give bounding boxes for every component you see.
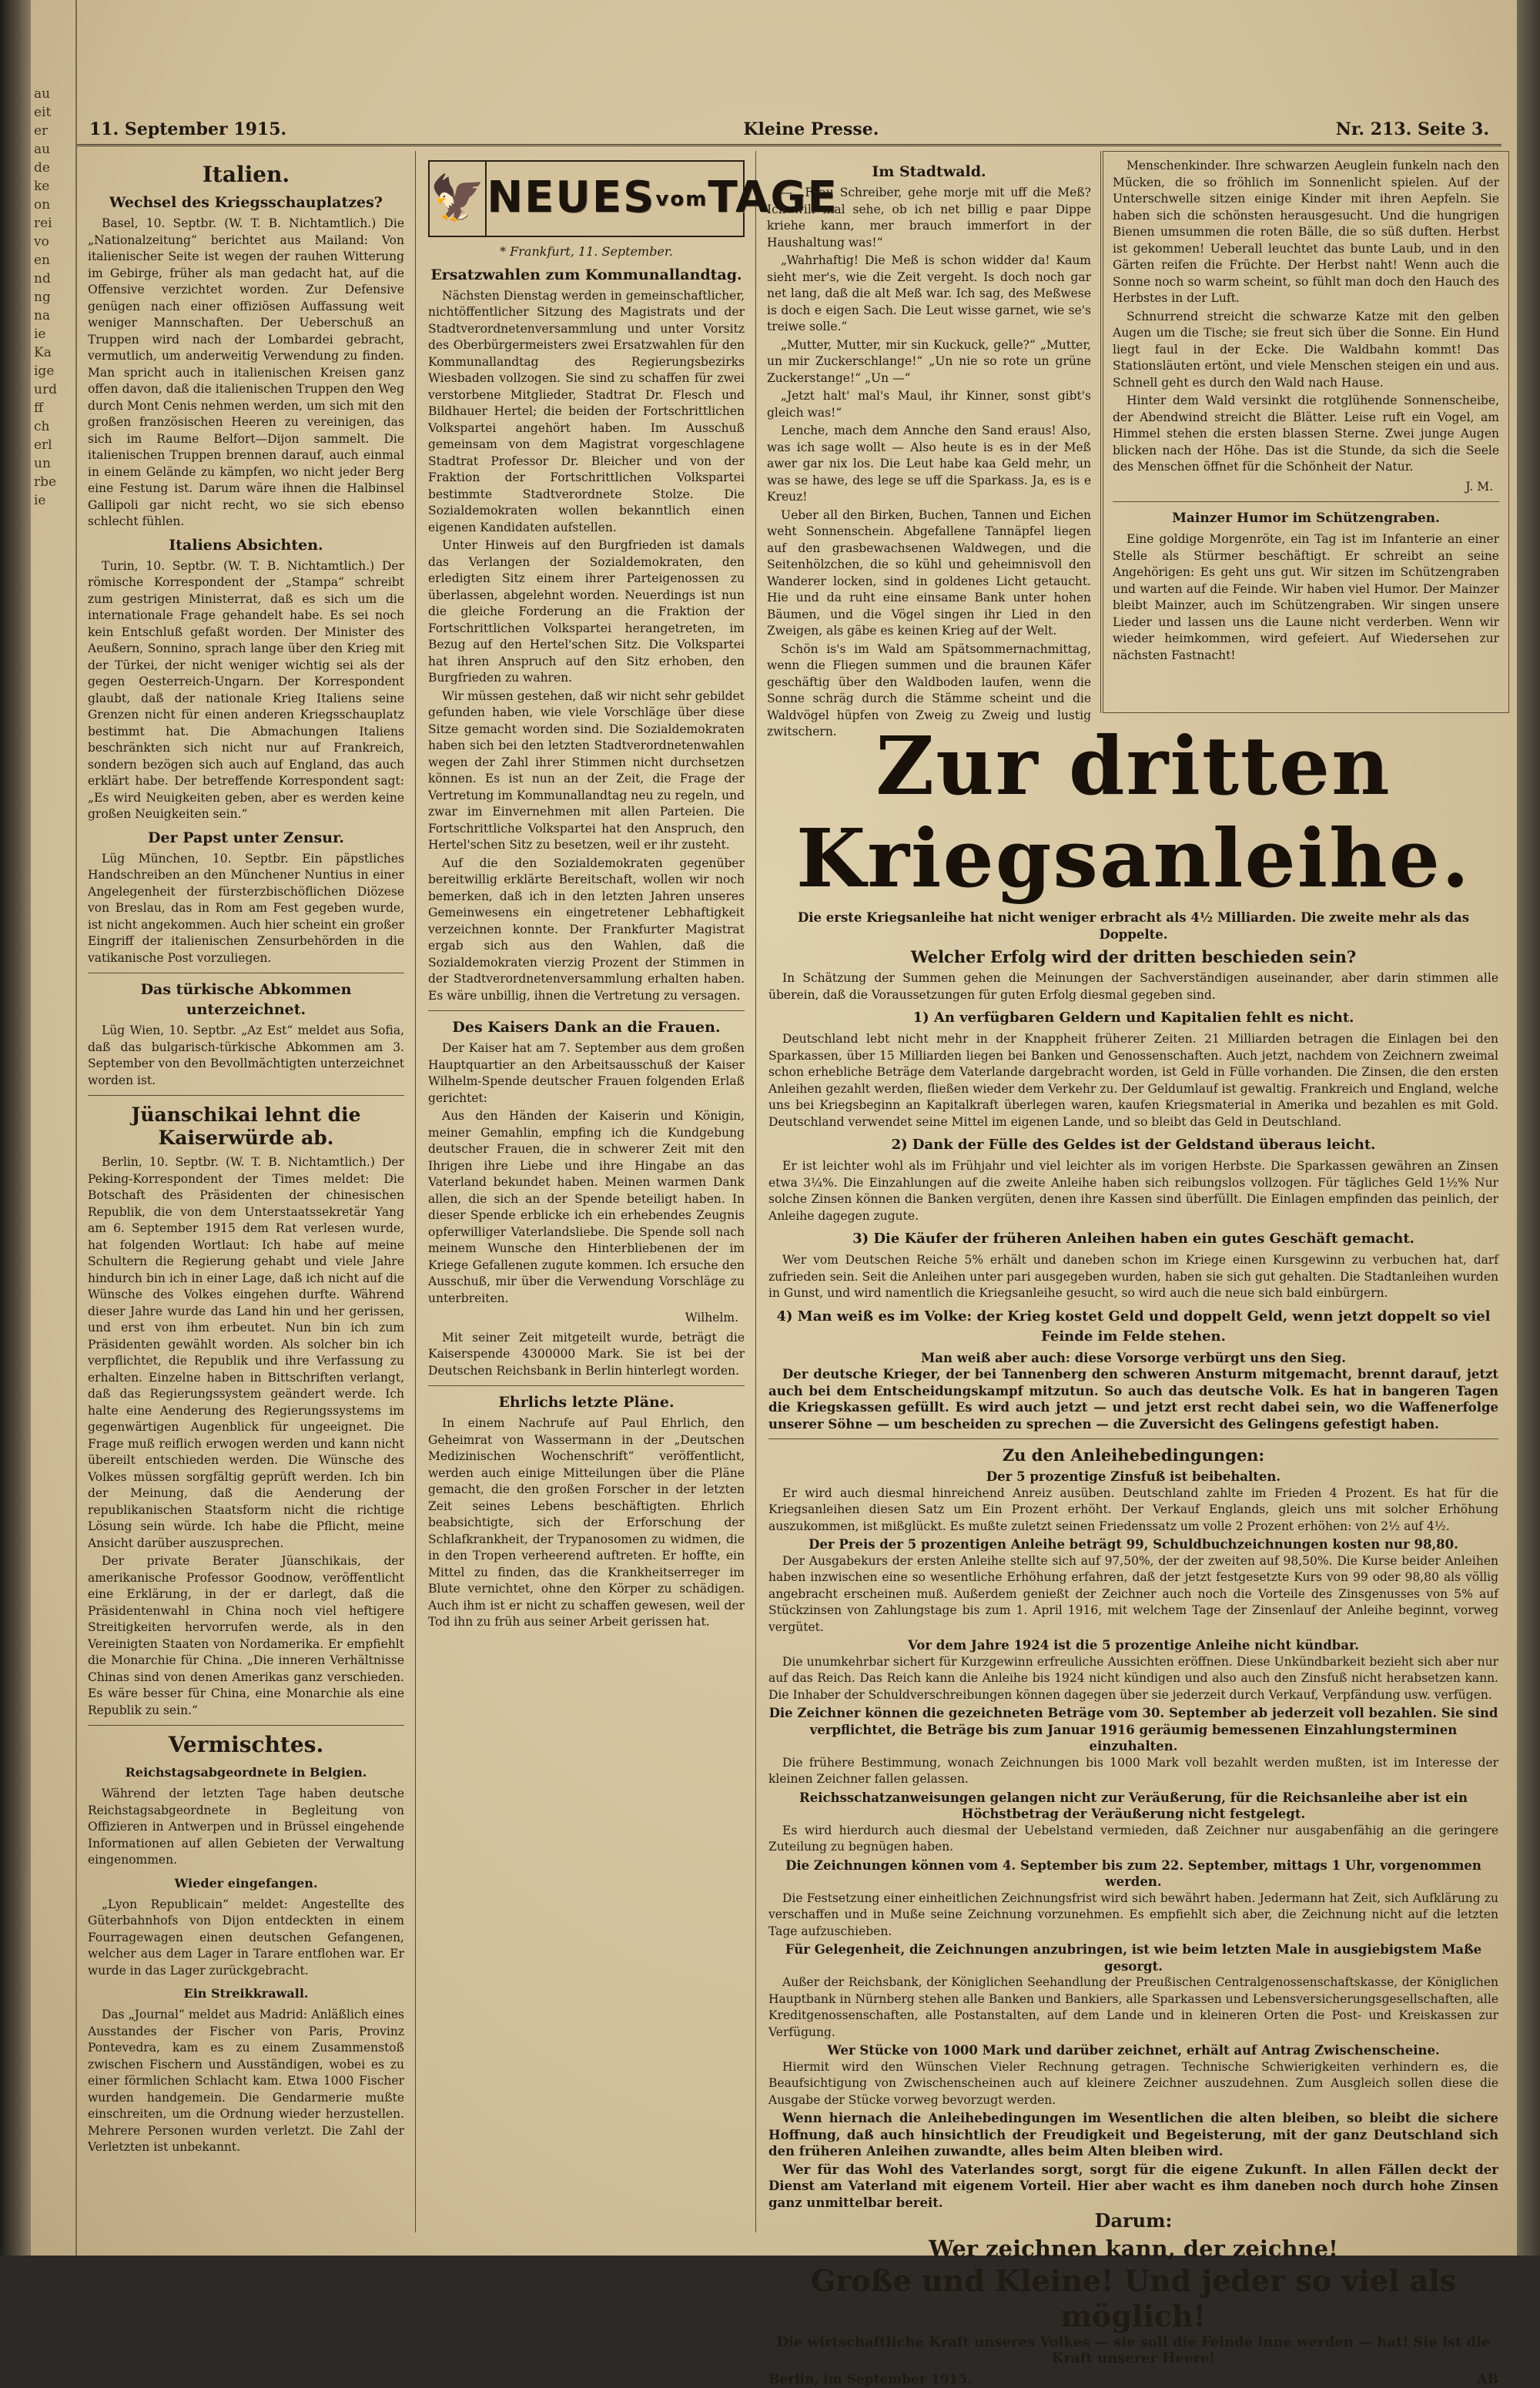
anleihe-paragraph: Die unumkehrbar sichert für Kurzgewinn erfreuliche Aussichten eröffnen. Diese Unkündbarkeit bezieht sich aber nur auf das Reich. Das Reich kann die Anleihe bis 1924 nicht kündigen und also auch den Zinsfuß nicht herabsetzen kann. Die Inhaber der Schuldverschreibungen können dagegen über sie jederzeit durch Verkauf, Verpfändung usw. verfügen. [768,1654,1498,1704]
stadtwald-continued-box [1103,151,1509,713]
bedingung-6: Die Zeichnungen können vom 4. September bis zum 22. September, mittags 1 Uhr, vorgenommen werden. [768,1857,1498,1891]
divider [88,1095,404,1096]
call-great-and-small: Große und Kleine! Und jeder so viel als möglich! [768,2263,1498,2334]
masthead-vom: vom [655,188,708,211]
article-paragraph: Berlin, 10. Septbr. (W. T. B. Nichtamtlich.) Der Peking-Korrespondent der Times meldet: Die Botschaft des Präsidenten der chinesischen Republik, die von dem Unterstaatssekretär Yang am 6. September 1915 dem Rat verlesen wurde, hat folgenden Wortlaut: Ich habe auf meine Schultern die Regierung gehabt und viele Jahre hindurch bin ich in einer Lage, daß ich nicht auf die Wünsche des Volkes eingehen durfte. Während dieser Jahre wurde das Land hin und her gerissen, und erst von ihm erbeutet. Nun bin ich zum Präsidenten gewählt worden. Als solcher bin ich verpflichtet, die Republik und ihre Verfassung zu erhalten. Einzelne haben in Bittschriften verlangt, daß das Regierungssystem geändert werde. Ich halte eine Aenderung des Regierungssystems im gegenwärtigen Augenblick für ungeeignet. Die Frage muß reiflich erwogen werden und kann nicht übereilt entschieden werden. Die Wünsche des Volkes müssen sorgfältig geprüft werden. Ich bin der Meinung, daß die Aenderung der republikanischen Staatsform nicht die richtige Lösung sein würde. Ich habe die Pflicht, meine Ansicht darüber auszusprechen. [88,1154,404,1552]
prev-page-fragment: eit [34,103,72,122]
article-paragraph: „Mutter, Mutter, mir sin Kuckuck, gelle?“ „Mutter, un mir Zuckerschlange!“ „Un nie so rote un grüne Zuckerstange!“ „Un —“ [767,337,1091,387]
book-spine [0,0,31,2256]
prev-page-fragment: ng [34,288,72,306]
headline-yuan: Jüanschikai lehnt die Kaiserwürde ab. [88,1104,404,1150]
prev-page-fragment: na [34,306,72,325]
article-paragraph: Schnurrend streicht die schwarze Katze mit den gelben Augen um die Tische; sie freut sich über die Sonne. Ein Hund liegt faul in der Ecke. Die Waldbahn kommt! Das Stationsläuten ertönt, und viele Menschen steigen ein und aus. Schnell geht es durch den Wald nach Hause. [1113,309,1499,392]
anleihe-paragraph: Deutschland lebt nicht mehr in der Knappheit früherer Zeiten. 21 Milliarden betragen die Einlagen bei den Sparkassen, über 15 Milliarden liegen bei Banken und Genossenschaften. Auch jetzt, nachdem von Zeichnern zweimal schon erhebliche Beträge dem Vaterlande dargebracht worden, ist Geld in Fülle vorhanden. Die Zinsen, die den ersten Anleihen gezahlt werden, fließen wieder dem Verkehr zu. Der Geldumlauf ist gewaltig. Frankreich und England, welche uns bei Kriegsbeginn an Kapitalkraft überlegen waren, kaufen Kriegsmaterial in Amerika und bezahlen es mit Gold. Deutschland verwendet seine Mittel im eigenen Lande, und so bleibt das Geld in Deutschland. [768,1031,1498,1130]
bedingung-8: Wer Stücke von 1000 Mark und darüber zeichnet, erhält auf Antrag Zwischenscheine. [768,2042,1498,2059]
footer-place-date: Berlin, im September 1915. [768,2372,972,2388]
anleihe-closing: Wer für das Wohl des Vaterlandes sorgt, sorgt für die eigene Zukunft. In allen Fällen deckt der Dienst am Vaterland mit eigenem Vorteil. Hier aber wacht es ihm daneben noch durch hohe Zinsen ganz unmittelbar bereit. [768,2162,1498,2212]
header-paper-name: Kleine Presse. [743,119,879,139]
article-paragraph: „Jetzt halt' mal's Maul, ihr Kinner, sonst gibt's gleich was!“ [767,388,1091,421]
prev-page-fragment: on [34,196,72,214]
article-paragraph: Der Kaiser hat am 7. September aus dem großen Hauptquartier an den Arbeitsausschuß der Kaiser Wilhelm-Spende deutscher Frauen folgenden Erlaß gerichtet: [428,1040,745,1107]
article-paragraph: Lenche, mach dem Annche den Sand eraus! Also, was ich sage wollt — Also heute is es in der Meß awer gar nix los. Die Leut habe kaa Geld mehr, un was se hawe, des lege se uff die Sparkass. Ja, es is e Kreuz! [767,423,1091,506]
prev-page-fragment: au [34,85,72,103]
bedingung-3: Vor dem Jahre 1924 ist die 5 prozentige Anleihe nicht kündbar. [768,1637,1498,1654]
article-paragraph: Schön is's im Wald am Spätsommernachmittag, wenn die Fliegen summen und die braunen Käfer geschäftig über den Waldboden laufen, wenn die Sonne schräg durch die Stämme scheint und die Waldvögel hüpfen von Zweig zu Zweig und lustig zwitschern. [767,641,1091,741]
divider [428,1010,745,1011]
subtitle-absichten: Italiens Absichten. [88,535,404,555]
call-to-subscribe: Wer zeichnen kann, der zeichne! [768,2234,1498,2263]
anleihe-paragraph: Er ist leichter wohl als im Frühjahr und viel leichter als im vorigen Herbste. Die Sparkassen gewähren an Zinsen etwa 3¼%. Die Einzahlungen auf die zweite Anleihe haben sich reibungslos vollzogen. Für tägliches Geld 1½% Nur solche Zinsen können die Banken vergüten, denen ihre Kassen sind überfüllt. Die Einlagen empfinden das peinlich, der Anleihe dagegen zugute. [768,1158,1498,1224]
divider [1113,501,1499,502]
article-paragraph: Ueber all den Birken, Buchen, Tannen und Eichen weht Sonnenschein. Abgefallene Tannäpfel liegen auf den grasbewachsenen Waldwegen, und die Seitenhölzchen, die so kühl und geheimnisvoll den Wanderer locken, sind in goldenes Licht getaucht. Hie und da ruht eine einsame Bank unter hohen Bäumen, und die Vögel singen ihr Lied in den Zweigen, als gäbe es keinen Krieg auf der Welt. [767,507,1091,640]
anleihe-paragraph: Der Ausgabekurs der ersten Anleihe stellte sich auf 97,50%, der der zweiten auf 98,50%. Die Kurse beider Anleihen haben inzwischen eine so wesentliche Erhöhung erfahren, daß der jetzt festgesetzte Kurs von 99 oder 98,80 als völlig angebracht erscheinen muß. Außerdem genießt der Zeichner auch noch die Vorteile des Zinsgenusses von 5% auf Stückzinsen von Zahlungstage bis zum 1. April 1916, mit welchem Tage der Zinsenlauf der Anleihe beginnt, vorweg vergütet. [768,1553,1498,1636]
anleihe-footer [768,2372,1498,2388]
anleihe-paragraph: Wer vom Deutschen Reiche 5% erhält und daneben schon im Kriege einen Kursgewinn zu verbuchen hat, darf zufrieden sein. Seit die Anleihen unter pari ausgegeben wurden, haben sie sich gut gehalten. Die Stadtanleihen wurden in Gunst, und wird namentlich die Kriegsanleihe gesucht, so wird auch die neue sich bald einbürgern. [768,1252,1498,1302]
subtitle-tuerkisch: Das türkische Abkommen unterzeichnet. [88,980,404,1020]
article-paragraph: Auf die den Sozialdemokraten gegenüber bereitwillig erklärte Bereitschaft, wollen wir noch bemerken, daß ich in den letzten Jahren unseres Gemeinwesens ein eingetretener Lebhaftigkeit verzeichnen konnte. Der Frankfurter Magistrat ergab sich aus den Wahlen, daß die Sozialdemokraten vierzig Prozent der Stimmen in der Stadtverordnetenversammlung erhalten haben. Es wäre unbillig, ihnen die Vertretung zu versagen. [428,856,745,1005]
prev-page-fragment: urd [34,380,72,399]
article-paragraph: Lüg Wien, 10. Septbr. „Az Est“ meldet aus Sofia, daß das bulgarisch-türkische Abkommen am 3. September von den Bevollmächtigten unterzeichnet worden ist. [88,1023,404,1089]
subtitle-reichstag: Reichstagsabgeordnete in Belgien. [88,1763,404,1783]
dateline: * Frankfurt, 11. September. [428,243,745,260]
prev-page-fragment: en [34,251,72,270]
header-issue: Nr. 213. Seite 3. [1336,119,1489,139]
stadtwald-article [758,151,1101,713]
subtitle-kaiser-dank: Des Kaisers Dank an die Frauen. [428,1017,745,1037]
anleihe-paragraph: Außer der Reichsbank, der Königlichen Seehandlung der Preußischen Centralgenossenschaftskasse, der Königlichen Hauptbank in Nürnberg stehen alle Banken und Bankiers, alle Sparkassen und Lebensversicherungsgesellschaften, alle Kreditgenossenschaften, alle Postanstalten, auf dem Lande und in kleineren Orten die Post- und Kreiskassen zur Verfügung. [768,1974,1498,2041]
signature: Wilhelm. [434,1310,738,1327]
page-header [77,116,1502,146]
subtitle-ehrlich: Ehrlichs letzte Pläne. [428,1392,745,1412]
anleihe-paragraph: Die frühere Bestimmung, wonach Zeichnungen bis 1000 Mark voll bezahlt werden mußten, ist im Interesse der kleinen Zeichner fallen gelassen. [768,1755,1498,1788]
anleihe-point-4: 4) Man weiß es im Volke: der Krieg kostet Geld und doppelt Geld, wenn jetzt doppelt so viel Feinde im Felde stehen. [768,1307,1498,1347]
masthead-tage: TAGE [708,172,838,223]
article-paragraph: „Wahrhaftig! Die Meß is schon widder da! Kaum sieht mer's, wie die Zeit vergeht. Is doch noch gar net lang, daß die alt Meß war. Ich sag, des Meßwese is doch e eigen Sach. Die Leut wisse garnet, wie se's treiwe solle.“ [767,253,1091,336]
article-paragraph: Eine goldige Morgenröte, ein Tag ist im Infanterie an einer Stelle als Stürmer beschäftigt. Er schreibt an seine Angehörigen: Es geht uns gut. Wir sitzen im Schützengraben und warten auf die Feinde. Wir haben viel Humor. Der Mainzer bleibt Mainzer, auch im Schützengraben. Wir singen unsere Lieder und lassen uns die Laune nicht verderben. Wenn wir wieder heimkommen, wird gefeiert. Auf Wiedersehen zur nächsten Fastnacht! [1113,531,1499,664]
prev-page-fragment: er [34,122,72,140]
signature: J. M. [1119,479,1493,496]
anleihe-bedingungen-title: Zu den Anleihebedingungen: [768,1445,1498,1465]
article-paragraph: — „Frau Schreiber, gehe morje mit uff die Meß? Ich will mal sehe, ob ich net billig e paar Dippe kriehe kann, mer brauch immerfort in der Haushaltung was!“ [767,185,1091,251]
kriegsanleihe-announcement [758,720,1509,2225]
prev-page-fragment: vo [34,233,72,251]
anleihe-lead: Die erste Kriegsanleihe hat nicht weniger erbracht als 4½ Milliarden. Die zweite mehr als das Doppelte. [768,909,1498,943]
anleihe-paragraph: In Schätzung der Summen gehen die Meinungen der Sachverständigen auseinander, aber darin stimmen alle überein, daß die Voraussetzungen für guten Erfolg diesmal gegeben sind. [768,970,1498,1003]
anleihe-point-1: 1) An verfügbaren Geldern und Kapitalien fehlt es nicht. [768,1008,1498,1028]
bedingung-1: Der 5 prozentige Zinsfuß ist beibehalten. [768,1469,1498,1485]
section-title-italien: Italien. [88,162,404,188]
page-edge [1517,0,1540,2256]
anleihe-darum: Darum: [768,2212,1498,2229]
column-2 [417,151,756,2232]
article-paragraph: Lüg München, 10. Septbr. Ein päpstliches Handschreiben an den Münchener Nuntius in einer Angelegenheit der fürsterzbischöflichen Diözese von Breslau, das in Rom am Fest gegeben wurde, ist nicht angekommen. Auch hier scheint ein großer Eingriff der italienischen Zensurbehörden in die vatikanische Post vorzuliegen. [88,851,404,967]
anleihe-paragraph: Es wird hierdurch auch diesmal der Uebelstand vermieden, daß Zeichner nur ausgabenfähig an die geringere Zuteilung zu begnügen haben. [768,1823,1498,1856]
prev-page-fragment: nd [34,270,72,288]
article-paragraph: Während der letzten Tage haben deutsche Reichstagsabgeordnete in Begleitung von Offizieren in Antwerpen und in Brüssel eingehende Informationen auf allen Gebieten der Verwaltung eingenommen. [88,1786,404,1869]
article-paragraph: Nächsten Dienstag werden in gemeinschaftlicher, nichtöffentlicher Sitzung des Magistrats und der Stadtverordnetenversammlung und unter Vorsitz des Oberbürgermeisters zwei Ersatzwahlen für den Kommunallandtag des Regierungsbezirks Wiesbaden vollzogen. Sie sind zu schaffen für zwei verstorbene Mitglieder, Stadtrat Dr. Flesch und Bildhauer Hertel; die beiden der Fortschrittlichen Volkspartei angehört haben. Im Ausschuß gemeinsam von dem Magistrat vorgeschlagene Stadtrat Professor Dr. Bleicher und von der Fraktion der Fortschrittlichen Volkspartei bestimmte Stadtverordnete Stolze. Die Sozialdemokraten wollen bekanntlich einen eigenen Kandidaten aufstellen. [428,288,745,537]
prev-page-fragment: ige [34,362,72,380]
article-paragraph: „Lyon Republicain“ meldet: Angestellte des Güterbahnhofs von Dijon entdeckten in einem Fourragewagen einen deutschen Gefangenen, welcher aus dem Lager in Tarare entflohen war. Er wurde in das Lager zurückgebracht. [88,1897,404,1980]
subtitle-eingefangen: Wieder eingefangen. [88,1874,404,1894]
anleihe-paragraph: Der deutsche Krieger, der bei Tannenberg den schweren Ansturm mitgemacht, brennt darauf, jetzt auch bei dem Entscheidungskampf mitzutun. So auch das deutsche Volk. Es hat in bangeren Tagen die Kriegskassen gefüllt. Es wird auch jetzt — und jetzt erst recht dabei sein, wo die Waffenerfolge unserer Söhne — um bescheiden zu sprechen — die Zuversicht des Gelingens gefestigt haben. [768,1366,1498,1432]
header-date: 11. September 1915. [89,119,286,139]
anleihe-paragraph: Er wird auch diesmal hinreichend Anreiz ausüben. Deutschland zahlte im Frieden 4 Prozent. Es hat für die Kriegsanleihen diesen Satz um Ein Prozent erhöht. Der Verkauf Englands, gleich uns mit solcher Erhöhung auszukommen, ist mißglückt. Es mußte zuletzt seinen Friedenssatz um volle 2 Prozent erhöhen: von 2½ auf 4½. [768,1485,1498,1536]
prev-page-fragment: Ka [34,343,72,362]
bedingung-2: Der Preis der 5 prozentigen Anleihe beträgt 99, Schuldbuchzeichnungen kosten nur 98,80. [768,1536,1498,1553]
column-1 [77,151,416,2232]
anleihe-headline: Zur dritten Kriegsanleihe. [768,720,1498,905]
subtitle-streik: Ein Streikkrawall. [88,1984,404,2004]
footer-mark: AB [1477,2372,1498,2388]
prev-page-fragment: de [34,159,72,177]
prev-page-fragment: rbe [34,473,72,491]
article-paragraph: Aus den Händen der Kaiserin und Königin, meiner Gemahlin, empfing ich die Kundgebung deutscher Frauen, die in schwerer Zeit mit den Ihrigen ihre Liebe und ihre Hingabe an das Vaterland bekundet haben. Meinen warmen Dank allen, die sich an der Spende beteiligt haben. In dieser Spende erblicke ich ein erhebendes Zeugnis opferwilliger Vaterlandsliebe. Die Spende soll nach meinem Wunsche den Hinterbliebenen der im Kriege Gefallenen zugute kommen. Ich ersuche den Ausschuß, mir über die Verwendung Vorschläge zu unterbreiten. [428,1108,745,1307]
anleihe-question: Welcher Erfolg wird der dritten beschieden sein? [768,947,1498,967]
divider [88,1725,404,1726]
prev-page-fragment: ff [34,399,72,417]
subtitle-kriegsschauplatz: Wechsel des Kriegsschauplatzes? [88,193,404,213]
subtitle-papst: Der Papst unter Zensur. [88,828,404,848]
call-economic-power: Die wirtschaftliche Kraft unseres Volkes — sie soll die Feinde inne werden — hat! Sie ist die Kraft unserer Heere! [768,2334,1498,2367]
anleihe-closing: Wenn hiernach die Anleihebedingungen im Wesentlichen die alten bleiben, so bleibt die sichere Hoffnung, daß auch hinsichtlich der Freudigkeit und Begeisterung, mit der ganz Deutschland sich den früheren Anleihen zuwandte, alles beim Alten bleiben wird. [768,2110,1498,2160]
prev-page-fragment: ie [34,491,72,510]
previous-page-strip [31,0,77,2256]
prev-page-fragment: rei [34,214,72,233]
article-paragraph: Hinter dem Wald versinkt die rotglühende Sonnenscheibe, der Abendwind streicht die Blätter. Leise ruft ein Vogel, am Himmel stehen die ersten blassen Sterne. Zwei junge Augen blicken nach der Höhe. Das ist die Stunde, da sich die Seele des Menschen öffnet für die Schönheit der Natur. [1113,393,1499,476]
anleihe-point-3: 3) Die Käufer der früheren Anleihen haben ein gutes Geschäft gemacht. [768,1229,1498,1249]
article-paragraph: Mit seiner Zeit mitgeteilt wurde, beträgt die Kaiserspende 4300000 Mark. Sie ist bei der Deutschen Reichsbank in Berlin hinterlegt worden. [428,1330,745,1380]
anleihe-paragraph: Hiermit wird den Wünschen Vieler Rechnung getragen. Technische Schwierigkeiten verhindern es, die Beaufsichtigung von Zwischenscheinen auch auf kleinere Zeichner auszudehnen. Zum Ausgleich sollen diese die Ausgabe der Stücke vorweg bevorzugt werden. [768,2059,1498,2109]
anleihe-point-4b: Man weiß aber auch: diese Vorsorge verbürgt uns den Sieg. [768,1350,1498,1367]
newspaper-page [31,0,1517,2256]
article-paragraph: Menschenkinder. Ihre schwarzen Aeuglein funkeln nach den Mücken, die so fröhlich im Sonnenlicht spielen. Auf der Unterschwelle sitzen einige Kinder mit ihren Aepfeln. Sie haben sich die schönsten herausgesucht. Und die hungrigen Bienen umsummen die roten Bälle, die so süß duften. Herbst ist gekommen! Ueberall leuchtet das bunte Laub, und in den Gärten reifen die Früchte. Der Herbst naht! Wenn auch die Sonne noch so warm scheint, so fühlt man doch den Hauch des Herbstes in der Luft. [1113,158,1499,307]
prev-page-fragment: ke [34,177,72,196]
prev-page-fragment: ie [34,325,72,343]
divider [428,1385,745,1386]
masthead-neues-vom-tage [428,160,745,237]
article-paragraph: Das „Journal“ meldet aus Madrid: Anläßlich eines Ausstandes der Fischer von Paris, Provinz Pontevedra, kam es zu einem Zusammenstoß zwischen Fischern und Ausständigen, wobei es zu einer förmlichen Schlacht kam. Etwa 1000 Fischer wurden handgemein. Die Gendarmerie mußte einschreiten, um die Ordnung wieder herzustellen. Mehrere Personen wurden verletzt. Die Zahl der Verletzten ist unbekannt. [88,2007,404,2156]
eagle-emblem-icon: 🦅 [430,162,487,236]
bedingung-5: Reichsschatzanweisungen gelangen nicht zur Veräußerung, für die Reichsanleihe aber ist ein Höchstbetrag der Veräußerung nicht festgelegt. [768,1790,1498,1823]
prev-page-fragment: un [34,454,72,473]
prev-page-fragment: au [34,140,72,159]
article-paragraph: Der private Berater Jüanschikais, der amerikanische Professor Goodnow, veröffentlicht eine Erklärung, in der er darlegt, daß die Präsidentenwahl in China noch viel heftigere Streitigkeiten hervorrufen werde, als in den Vereinigten Staaten von Nordamerika. Er empfiehlt die Monarchie für China. „Die inneren Verhältnisse Chinas sind von denen Amerikas ganz verschieden. Es wäre besser für China, eine Monarchie als eine Republik zu sein.“ [88,1553,404,1719]
article-paragraph: Unter Hinweis auf den Burgfrieden ist damals das Verlangen der Sozialdemokraten, den erledigten Sitz einem ihrer Parteigenossen zu überlassen, abgelehnt worden. Neuerdings ist nun die gleiche Forderung an die Fraktion der Fortschrittlichen Volkspartei herangetreten, im Bezug auf den Hertel'schen Sitz. Die Volkspartei hat ihren Anspruch auf den Sitz erhoben, den Burgfrieden zu wahren. [428,538,745,687]
prev-page-fragment: ch [34,417,72,436]
subtitle-mainzer-humor: Mainzer Humor im Schützengraben. [1113,508,1499,528]
masthead-neues: NEUES [487,172,655,223]
subtitle-stadtwald: Im Stadtwald. [767,162,1091,182]
subtitle-ersatzwahlen: Ersatzwahlen zum Kommunallandtag. [428,265,745,285]
divider [768,1438,1498,1439]
prev-page-fragment: erl [34,436,72,454]
bedingung-7: Für Gelegenheit, die Zeichnungen anzubringen, ist wie beim letzten Male in ausgiebigstem Maße gesorgt. [768,1941,1498,1974]
article-paragraph: Wir müssen gestehen, daß wir nicht sehr gebildet gefunden haben, wie viele Vorschläge über diese Sitze gemacht worden sind. Die Sozialdemokraten haben sich bei den letzten Stadtverordnetenwahlen wegen der Zahl ihrer Stimmen nicht durchsetzen können. Es ist nun an der Zeit, die Frage der Vertretung im Kommunallandtag neu zu regeln, und zwar im Einvernehmen mit allen Parteien. Die Fortschrittliche Volkspartei hat den Anspruch, den Hertel'schen Sitz zu besetzen, weil er ihr zusteht. [428,688,745,854]
section-title-vermischtes: Vermischtes. [88,1732,404,1758]
bedingung-4: Die Zeichner können die gezeichneten Beträge vom 30. September ab jederzeit voll bezahlen. Sie sind verpflichtet, die Beträge bis zum Januar 1916 geräumig bemessenen Einzahlungsterminen einzuhalten. [768,1705,1498,1755]
anleihe-paragraph: Die Festsetzung einer einheitlichen Zeichnungsfrist wird sich bewährt haben. Jedermann hat Zeit, sich Aufklärung zu verschaffen und in Muße seine Zeichnung vorzunehmen. Es empfiehlt sich aber, die Zeichnung nicht auf die letzten Tage aufzuschieben. [768,1891,1498,1941]
article-paragraph: Turin, 10. Septbr. (W. T. B. Nichtamtlich.) Der römische Korrespondent der „Stampa“ schreibt zum gestrigen Ministerrat, daß es sich um die internationale Frage gehandelt habe. Es sei noch kein Entschluß gefaßt worden. Der Minister des Aeußern, Sonnino, sprach lange über den Krieg mit der Türkei, der nicht weniger wichtig sei als der gegen Oesterreich-Ungarn. Der Korrespondent glaubt, daß der nationale Krieg Italiens seine Grenzen nicht für einen anderen Kriegsschauplatz bestimmt hat. Die Abmachungen Italiens beschränkten sich nicht nur auf Frankreich, sondern bezögen sich auch auf England, das auch erklärt habe. Der betreffende Korrespondent sagt: „Es wird Neuigkeiten geben, aber es werden keine großen Neuigkeiten sein.“ [88,558,404,823]
article-paragraph: Basel, 10. Septbr. (W. T. B. Nichtamtlich.) Die „Nationalzeitung“ berichtet aus Mailand: Von italienischer Seite ist wegen der rauhen Witterung im Gebirge, früher als man gedacht hat, auf die Offensive verzichtet worden. Zur Defensive genügen nach einer offiziösen Auffassung weit weniger Mannschaften. Der Ueberschuß an Truppen wird nach der Lombardei gebracht, vermutlich, um anderweitig Verwendung zu finden. Man spricht auch in italienischen Kreisen ganz offen davon, daß die italienischen Truppen den Weg durch Mont Cenis nehmen werden, um sich mit den großen französischen Heeren zu vereinigen, das sich im Raume Belfort—Dijon sammelt. Die italienischen Truppen brennen darauf, auch einmal in einem Gelände zu kämpfen, wo nicht jeder Berg eine Festung ist. Darum wäre ihnen die Halbinsel Gallipoli gar nicht recht, wo sie sich ebenso schlecht fühlen. [88,216,404,531]
article-paragraph: In einem Nachrufe auf Paul Ehrlich, den Geheimrat von Wassermann in der „Deutschen Medizinischen Wochenschrift“ veröffentlicht, werden auch einige Mitteilungen über die Pläne gemacht, die den großen Forscher in der letzten Zeit seines Lebens beschäftigten. Ehrlich beabsichtigte, sich der Erforschung der Schlafkrankheit, der Trypanosomen zu widmen, die in den Tropen verheerend auftreten. Er hoffte, ein Mittel zu finden, das die Krankheitserreger im Blute vernichtet, ohne den Körper zu schädigen. Auch ihm ist er nicht zu schaffen gewesen, weil der Tod ihn zu früh aus seiner Arbeit gerissen hat. [428,1415,745,1631]
anleihe-point-2: 2) Dank der Fülle des Geldes ist der Geldstand überaus leicht. [768,1135,1498,1155]
